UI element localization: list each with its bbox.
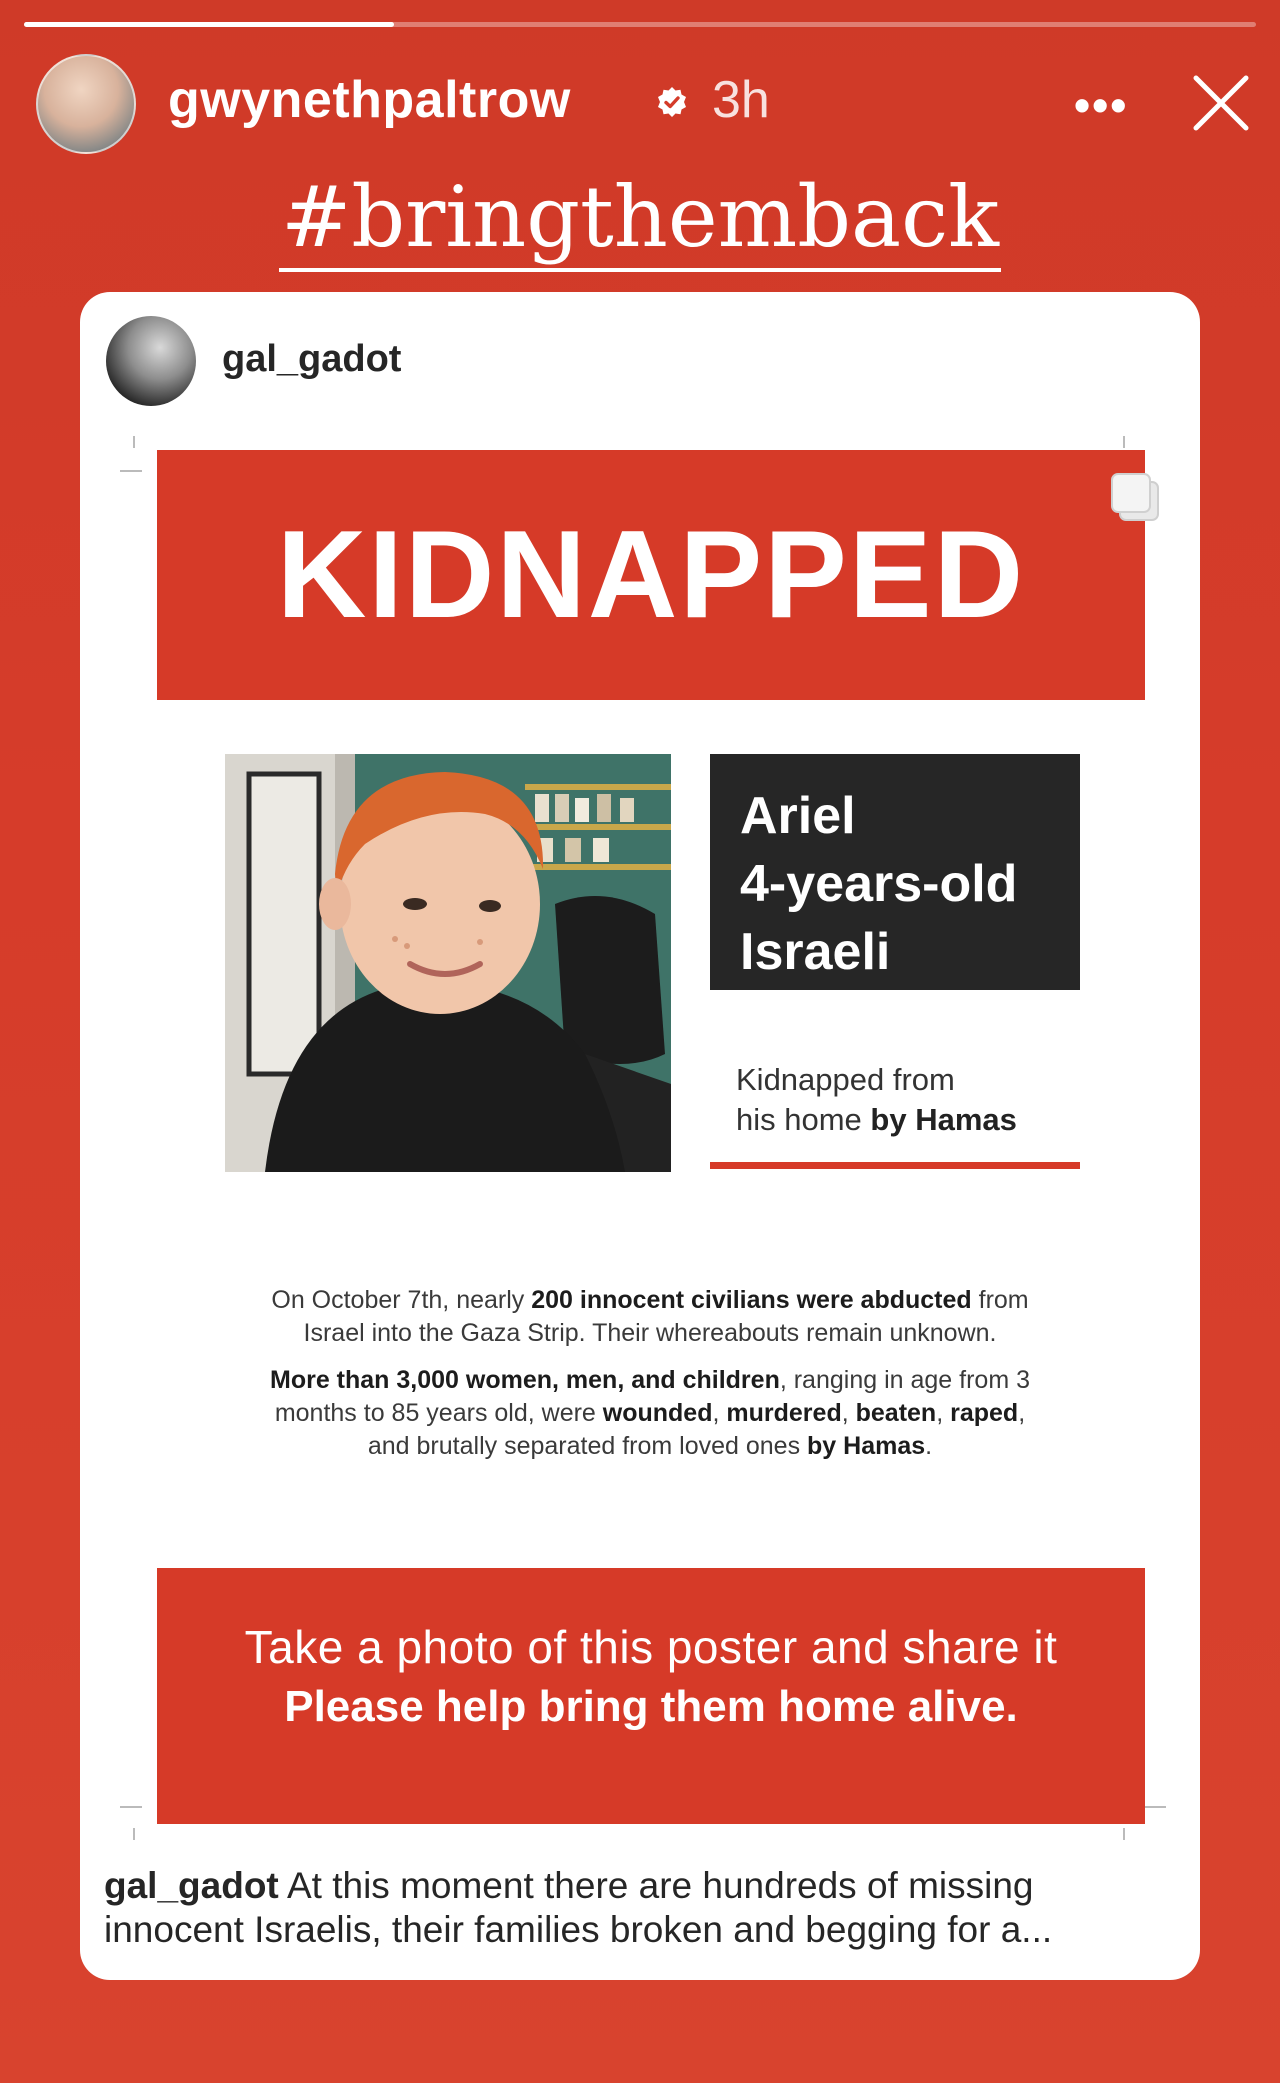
crop-mark xyxy=(133,1828,135,1840)
victim-nationality: Israeli xyxy=(740,923,891,981)
kidnapped-banner xyxy=(157,450,1145,700)
kidnapped-line-2 xyxy=(736,1100,1017,1140)
accent-divider xyxy=(710,1162,1080,1169)
caption-text-2: innocent Israelis, their families broken and begging for a... xyxy=(104,1909,1053,1950)
avatar[interactable] xyxy=(36,54,136,154)
cta-line-1: Take a photo of this poster and share it xyxy=(244,1621,1058,1673)
more-options-icon[interactable]: ••• xyxy=(1074,79,1129,131)
kidnapped-line-1: Kidnapped from xyxy=(736,1062,955,1097)
para2-sep-3: , xyxy=(936,1399,951,1427)
cta-line-2: Please help bring them home alive. xyxy=(284,1682,1018,1731)
para2-bold-3: murdered xyxy=(726,1399,842,1427)
kidnapped-from-text xyxy=(736,1060,1017,1140)
para2-text-2: months to 85 years old, were xyxy=(274,1399,603,1427)
crop-mark xyxy=(120,470,142,472)
verified-badge-icon xyxy=(656,86,688,118)
para2-bold-1: More than 3,000 women, men, and children xyxy=(270,1366,780,1394)
para2-sep-1: , xyxy=(712,1399,727,1427)
victim-age: 4-years-old xyxy=(740,855,1018,913)
kidnapped-line-2-text: his home xyxy=(736,1102,871,1137)
para2-sep-5: . xyxy=(925,1432,933,1460)
para1-text-c: from xyxy=(971,1286,1029,1314)
story-timestamp: 3h xyxy=(712,71,770,129)
story-username[interactable]: gwynethpaltrow xyxy=(168,71,571,129)
crop-mark xyxy=(120,1806,142,1808)
poster-paragraph-1 xyxy=(180,1284,1120,1350)
para2-bold-6: by Hamas xyxy=(807,1432,926,1460)
post-author-avatar[interactable] xyxy=(106,316,196,406)
caption-text-1: At this moment there are hundreds of missing xyxy=(278,1865,1034,1906)
multi-image-icon xyxy=(1110,472,1166,528)
post-caption[interactable] xyxy=(104,1864,1184,1952)
call-to-action-banner xyxy=(157,1568,1145,1824)
hashtag-sticker[interactable] xyxy=(0,168,1280,266)
para2-sep-4: , xyxy=(1018,1399,1026,1427)
caption-username[interactable]: gal_gadot xyxy=(104,1865,279,1906)
victim-name: Ariel xyxy=(740,787,856,845)
poster-paragraph-2 xyxy=(180,1364,1120,1463)
para2-text-1: , ranging in age from 3 xyxy=(779,1366,1030,1394)
para2-bold-5: raped xyxy=(950,1399,1019,1427)
kidnapped-line-2-bold: by Hamas xyxy=(870,1102,1017,1137)
crop-mark xyxy=(1123,1828,1125,1840)
post-author-username[interactable]: gal_gadot xyxy=(222,338,402,380)
child-photo xyxy=(225,754,671,1172)
para1-bold: 200 innocent civilians were abducted xyxy=(531,1286,972,1314)
crop-mark xyxy=(1123,436,1125,448)
para1-text-a: On October 7th, nearly xyxy=(271,1286,532,1314)
crop-mark xyxy=(133,436,135,448)
para2-text-3: and brutally separated from loved ones xyxy=(367,1432,808,1460)
para2-bold-2: wounded xyxy=(602,1399,713,1427)
victim-info-box xyxy=(710,754,1080,990)
shared-post-card[interactable] xyxy=(80,292,1200,1980)
crop-mark xyxy=(1144,1806,1166,1808)
para1-text-d: Israel into the Gaza Strip. Their whereabouts remain unknown. xyxy=(303,1319,997,1347)
para2-sep-2: , xyxy=(841,1399,856,1427)
story-header xyxy=(0,0,1280,150)
hashtag-text: #bringthemback xyxy=(279,168,1001,272)
poster-headline: KIDNAPPED xyxy=(276,506,1026,644)
para2-bold-4: beaten xyxy=(855,1399,937,1427)
close-icon[interactable] xyxy=(1190,72,1252,134)
